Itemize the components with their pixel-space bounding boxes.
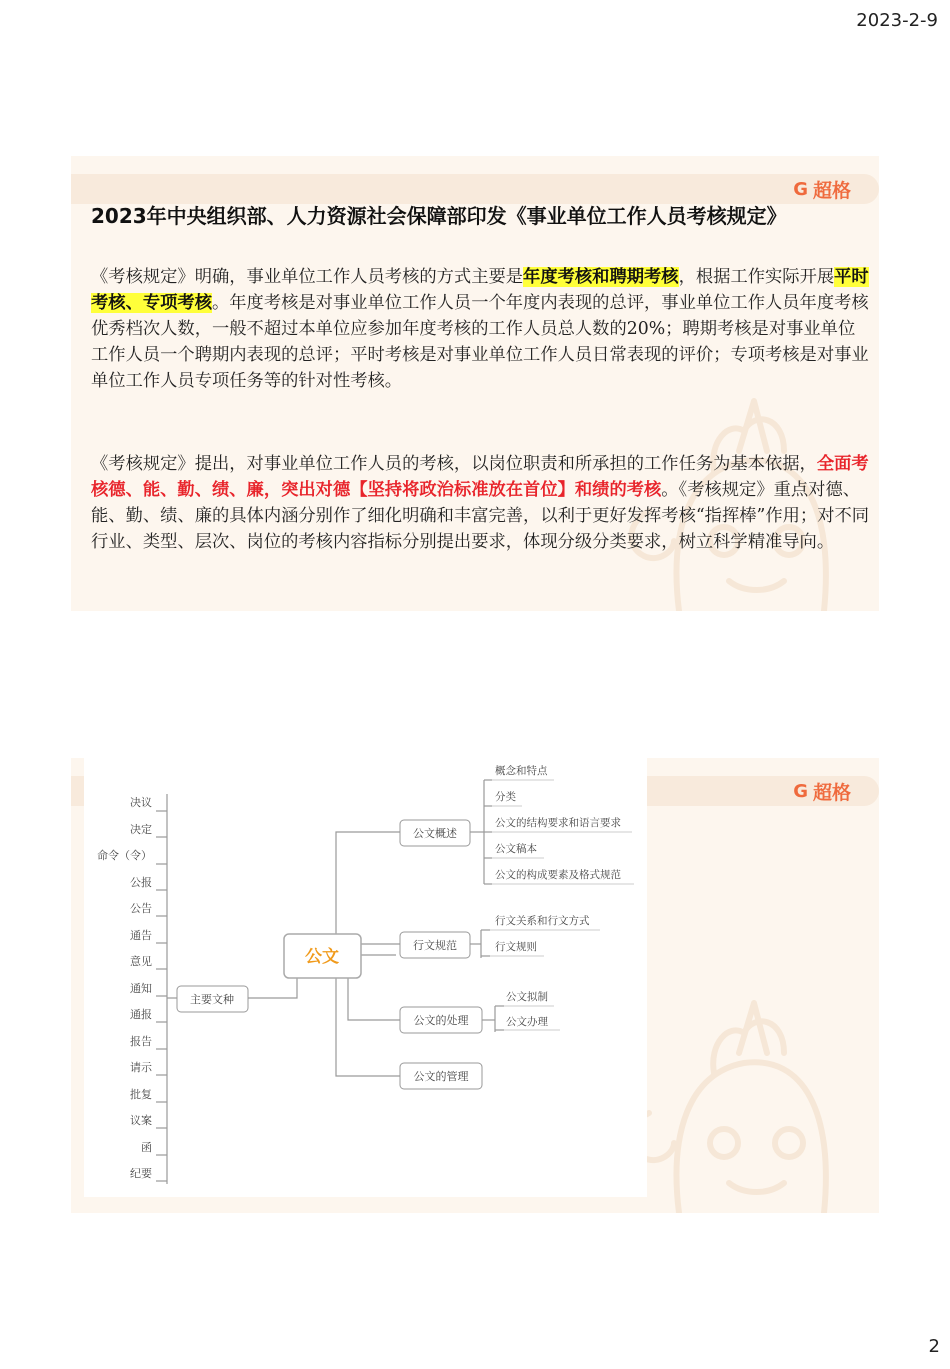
overview-item: 分类	[495, 791, 516, 803]
highlight-annual-term: 年度考核和聘期考核	[523, 267, 679, 287]
doc-type-item: 函	[141, 1141, 152, 1154]
doc-type-item: 公告	[130, 902, 152, 915]
brand-g-icon: G	[793, 178, 808, 200]
doc-type-item: 决定	[130, 823, 152, 836]
brand-name: 超格	[812, 179, 851, 202]
doc-type-item: 决议	[130, 796, 152, 809]
norms-items	[495, 914, 590, 953]
doc-type-item: 意见	[130, 955, 152, 968]
slide-official-documents-mindmap	[71, 758, 879, 1213]
overview-label: 公文概述	[413, 827, 457, 840]
p2-text-b: 。《考核规定》重点对德、能、勤、绩、廉的具体内涵分别作了细化明确和丰富完善，以利于更好发挥考核“指挥棒”作用；对不同行业、类型、层次、岗位的考核内容指标分别提出要求，体现分级分类要求，树立科学精准导向。	[91, 480, 870, 552]
mindmap-panel	[84, 758, 647, 1197]
doc-type-item: 批复	[130, 1088, 152, 1101]
unicorn-watermark-icon	[619, 983, 869, 1213]
brand-name: 超格	[812, 781, 851, 804]
p1-text-b: ，根据工作实际开展	[678, 267, 835, 287]
norms-item: 行文关系和行文方式	[495, 915, 590, 927]
processing-label: 公文的处理	[413, 1014, 469, 1027]
processing-item: 公文办理	[506, 1016, 548, 1028]
header-date: 2023-2-9	[856, 10, 938, 31]
brand-logo	[793, 777, 851, 805]
overview-item: 公文的结构要求和语言要求	[495, 817, 621, 829]
main-types-list	[97, 795, 153, 1180]
slide-exam-rules	[71, 156, 879, 611]
brand-logo	[793, 175, 851, 203]
brand-g-icon: G	[793, 780, 808, 802]
doc-type-item: 报告	[130, 1035, 152, 1048]
overview-item: 公文的构成要素及格式规范	[495, 869, 621, 881]
doc-type-item: 公报	[130, 876, 152, 889]
p1-text-a: 《考核规定》明确，事业单位工作人员考核的方式主要是	[91, 267, 524, 287]
page-number: 2	[928, 1336, 940, 1357]
overview-item: 概念和特点	[495, 765, 548, 777]
doc-type-item: 纪要	[130, 1167, 152, 1180]
slide-title: 2023年中央组织部、人力资源社会保障部印发《事业单位工作人员考核规定》	[91, 204, 787, 228]
paragraph-assessment-methods	[91, 264, 871, 394]
norms-item: 行文规则	[495, 941, 537, 953]
doc-type-item: 议案	[130, 1114, 152, 1127]
overview-items	[495, 764, 621, 881]
mindmap-diagram	[84, 758, 647, 1197]
red-emphasis: 全面考核德、能、勤、绩、廉，突出对德【坚持将政治标准放在首位】和绩的考核	[91, 454, 869, 500]
processing-item: 公文拟制	[506, 991, 548, 1003]
processing-items	[506, 990, 548, 1028]
doc-type-item: 命令（令）	[97, 849, 152, 862]
doc-type-item: 通告	[130, 929, 152, 942]
doc-type-item: 请示	[130, 1061, 152, 1074]
highlight-regular-special: 平时考核、专项考核	[91, 267, 869, 313]
slide-top-bar	[71, 174, 879, 204]
management-label: 公文的管理	[413, 1070, 469, 1083]
p1-text-c: 。年度考核是对事业单位工作人员一个年度内表现的总评，事业单位工作人员年度考核优秀档次人数，一般不超过本单位应参加年度考核的工作人员总人数的20%；聘期考核是对事业单位工作人员一个聘期内表现的总评；平时考核是对事业单位工作人员日常表现的评价；专项考核是对事业单位工作人员专项任务等的针对性考核。	[91, 293, 869, 391]
overview-item: 公文稿本	[495, 843, 537, 855]
p2-text-a: 《考核规定》提出，对事业单位工作人员的考核，以岗位职责和所承担的工作任务为基本依据，	[91, 454, 817, 474]
paragraph-assessment-content	[91, 451, 871, 555]
doc-type-item: 通报	[130, 1008, 152, 1021]
center-label: 公文	[305, 947, 339, 967]
norms-label: 行文规范	[413, 939, 457, 952]
main-types-label: 主要文种	[190, 993, 234, 1006]
doc-type-item: 通知	[130, 982, 152, 995]
